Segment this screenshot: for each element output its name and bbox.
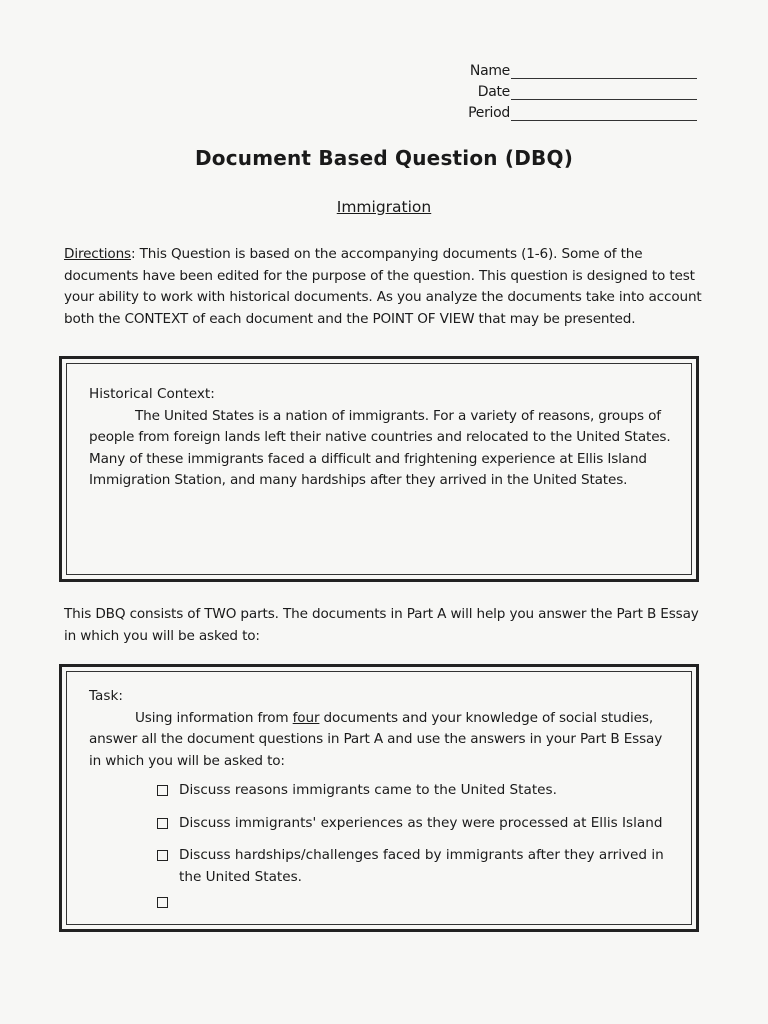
directions-label: Directions — [64, 246, 131, 262]
checkbox-icon[interactable] — [157, 785, 168, 796]
subtitle-text: Immigration — [336, 198, 432, 216]
checkbox-icon[interactable] — [157, 818, 168, 829]
task-item-text: Discuss immigrants' experiences as they were processed at Ellis Island — [179, 814, 663, 831]
task-box — [59, 664, 699, 932]
checkbox-icon[interactable] — [157, 850, 168, 861]
historical-context-box — [59, 356, 699, 582]
directions-text: : This Question is based on the accompanying documents (1-6). Some of the documents have been edited for the purpose of the question. This question is designed to test your ability to work with historical documents. As you analyze the documents take into account both the CONTEXT of each document and the POINT OF VIEW that may be presented. — [64, 246, 702, 327]
directions-paragraph — [64, 244, 704, 330]
name-field[interactable] — [462, 58, 702, 79]
date-field[interactable] — [462, 79, 702, 100]
date-label: Date — [477, 84, 510, 100]
historical-context-heading: Historical Context: — [89, 386, 215, 402]
task-inner — [66, 671, 692, 925]
task-text-underlined: four — [292, 709, 320, 726]
name-blank[interactable] — [511, 64, 697, 79]
historical-context-text: The United States is a nation of immigrants. For a variety of reasons, groups of people from foreign lands left their native countries and relocated to the United States. Many of these immigrants faced a difficult and frightening experience at Ellis Island Immigration Station, and many hardships after they arrived in the United States. — [89, 407, 671, 488]
page-title: Document Based Question (DBQ) — [194, 146, 574, 170]
student-info-fields — [462, 58, 702, 121]
task-item-text: Discuss reasons immigrants came to the United States. — [179, 782, 557, 798]
page-subtitle — [0, 198, 768, 216]
task-heading: Task: — [89, 688, 123, 704]
period-field[interactable] — [462, 100, 702, 121]
task-text — [89, 708, 675, 773]
task-text-after: documents and your knowledge of social studies, answer all the document questions in Part A and use the answers in your Part B Essay in which you will be asked to: — [89, 709, 663, 769]
period-blank[interactable] — [511, 106, 697, 121]
task-item — [157, 813, 675, 835]
parts-intro: This DBQ consists of TWO parts. The documents in Part A will help you answer the Part B Essay in which you will be asked to: — [64, 606, 699, 644]
task-item — [157, 780, 675, 802]
period-label: Period — [468, 105, 510, 121]
task-text-before: Using information from — [135, 709, 293, 726]
task-item — [157, 892, 675, 908]
task-item-text: Discuss hardships/challenges faced by immigrants after they arrived in the United States. — [179, 847, 664, 885]
date-blank[interactable] — [511, 85, 697, 100]
checkbox-icon[interactable] — [157, 897, 168, 908]
task-checklist — [89, 780, 675, 908]
name-label: Name — [469, 63, 510, 79]
task-item — [157, 845, 675, 888]
historical-context-inner — [66, 363, 692, 575]
